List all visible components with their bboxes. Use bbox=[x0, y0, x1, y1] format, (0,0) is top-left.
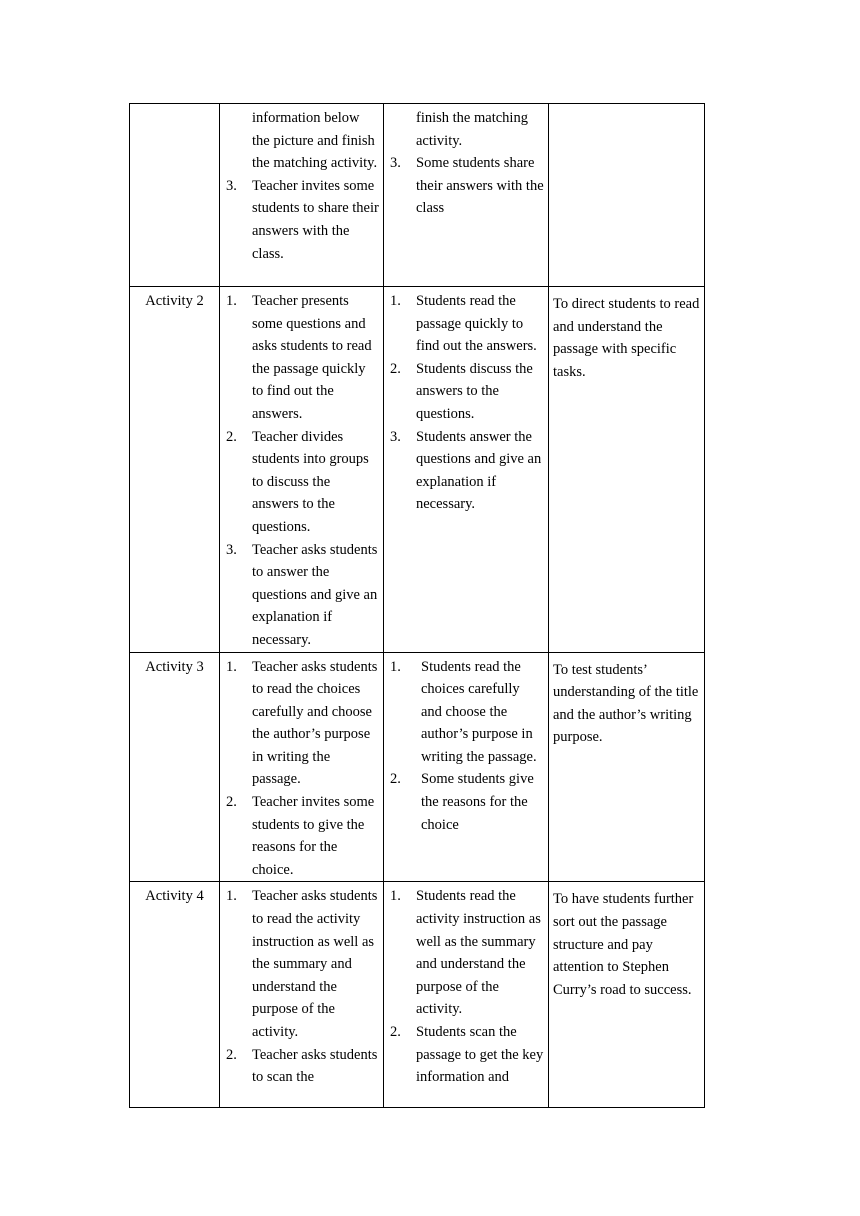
student-activity-cell bbox=[384, 104, 549, 287]
student-steps bbox=[388, 152, 544, 220]
item-number: 2. bbox=[226, 428, 237, 445]
teacher-steps bbox=[224, 656, 379, 882]
list-item bbox=[388, 290, 544, 358]
list-item bbox=[388, 358, 544, 426]
table-row bbox=[130, 104, 705, 287]
activity-cell: Activity 2 bbox=[130, 287, 220, 653]
list-item bbox=[224, 426, 379, 539]
item-number: 1. bbox=[390, 293, 401, 309]
list-item bbox=[224, 885, 379, 1043]
list-item bbox=[224, 539, 379, 652]
item-text: Students discuss the answers to the questions. bbox=[416, 360, 533, 422]
table-row bbox=[130, 287, 705, 653]
continued-text: information below the picture and finish the matching activity. bbox=[252, 110, 378, 172]
list-item bbox=[224, 175, 379, 265]
item-number: 2. bbox=[226, 794, 237, 811]
student-activity-cell bbox=[384, 287, 549, 653]
item-number: 2. bbox=[390, 360, 401, 377]
item-number: 1. bbox=[226, 293, 237, 309]
list-item bbox=[388, 426, 544, 516]
student-activity-cell bbox=[384, 882, 549, 1108]
list-item bbox=[224, 656, 379, 792]
item-number: 3. bbox=[390, 155, 401, 172]
activity-cell: Activity 4 bbox=[130, 882, 220, 1108]
item-number: 2. bbox=[226, 1046, 237, 1063]
list-item bbox=[388, 885, 544, 1021]
item-text: Teacher divides students into groups to discuss the answers to the questions. bbox=[252, 428, 369, 535]
student-steps bbox=[388, 290, 544, 516]
item-text: Students answer the questions and give an explanation if necessary. bbox=[416, 428, 542, 513]
item-text: Teacher asks students to read the activity instruction as well as the summary and understand the purpose of the activity. bbox=[252, 888, 378, 1040]
list-item bbox=[224, 791, 379, 881]
item-text: Teacher asks students to answer the questions and give an explanation if necessary. bbox=[252, 541, 378, 648]
purpose-cell bbox=[549, 287, 705, 653]
item-number: 1. bbox=[226, 658, 237, 675]
lesson-plan-table bbox=[129, 103, 705, 1108]
purpose-cell bbox=[549, 652, 705, 882]
table-row bbox=[130, 882, 705, 1108]
purpose-text: To test students’ understanding of the title and the author’s writing purpose. bbox=[553, 661, 699, 746]
activity-cell: Activity 3 bbox=[130, 652, 220, 882]
student-steps bbox=[388, 656, 544, 837]
purpose-text: To have students further sort out the passage structure and pay attention to Stephen Curry’s road to success. bbox=[553, 891, 694, 998]
list-item bbox=[224, 1044, 379, 1089]
list-item bbox=[388, 1021, 544, 1089]
purpose-cell bbox=[549, 882, 705, 1108]
student-steps bbox=[388, 885, 544, 1088]
activity-cell bbox=[130, 104, 220, 287]
table-row bbox=[130, 652, 705, 882]
item-number: 1. bbox=[390, 888, 401, 905]
item-text: Students read the passage quickly to find out the answers. bbox=[416, 293, 537, 355]
item-text: Teacher presents some questions and asks students to read the passage quickly to find out the answers. bbox=[252, 293, 372, 422]
item-number: 2. bbox=[390, 1024, 401, 1040]
list-item bbox=[224, 290, 379, 426]
item-text: Teacher asks students to read the choices carefully and choose the author’s purpose in writing the passage. bbox=[252, 658, 378, 788]
item-number: 3. bbox=[390, 428, 401, 445]
item-text: Students read the choices carefully and choose the author’s purpose in writing the passage. bbox=[421, 658, 537, 765]
teacher-activity-cell bbox=[220, 652, 384, 882]
list-item bbox=[388, 152, 544, 220]
item-number: 1. bbox=[390, 658, 401, 675]
item-number: 2. bbox=[390, 771, 401, 788]
teacher-steps bbox=[224, 175, 379, 265]
item-text: Teacher invites some students to give the reasons for the choice. bbox=[252, 794, 375, 878]
item-number: 3. bbox=[226, 177, 237, 194]
item-text: Students read the activity instruction as well as the summary and understand the purpose of the activity. bbox=[416, 888, 541, 1018]
item-text: Students scan the passage to get the key information and bbox=[416, 1024, 544, 1086]
item-number: 3. bbox=[226, 541, 237, 558]
continued-text: finish the matching activity. bbox=[416, 110, 528, 149]
item-number: 1. bbox=[226, 888, 237, 905]
list-item bbox=[388, 656, 544, 769]
item-text: Teacher invites some students to share their answers with the class. bbox=[252, 177, 379, 262]
item-text: Some students share their answers with the class bbox=[416, 155, 544, 217]
teacher-activity-cell bbox=[220, 882, 384, 1108]
teacher-steps bbox=[224, 290, 379, 652]
teacher-steps bbox=[224, 885, 379, 1088]
purpose-text: To direct students to read and understand the passage with specific tasks. bbox=[553, 296, 700, 380]
list-item bbox=[388, 768, 544, 836]
student-activity-cell bbox=[384, 652, 549, 882]
purpose-cell bbox=[549, 104, 705, 287]
teacher-activity-cell bbox=[220, 287, 384, 653]
item-text: Teacher asks students to scan the bbox=[252, 1046, 378, 1086]
item-text: Some students give the reasons for the choice bbox=[421, 771, 534, 833]
teacher-activity-cell bbox=[220, 104, 384, 287]
